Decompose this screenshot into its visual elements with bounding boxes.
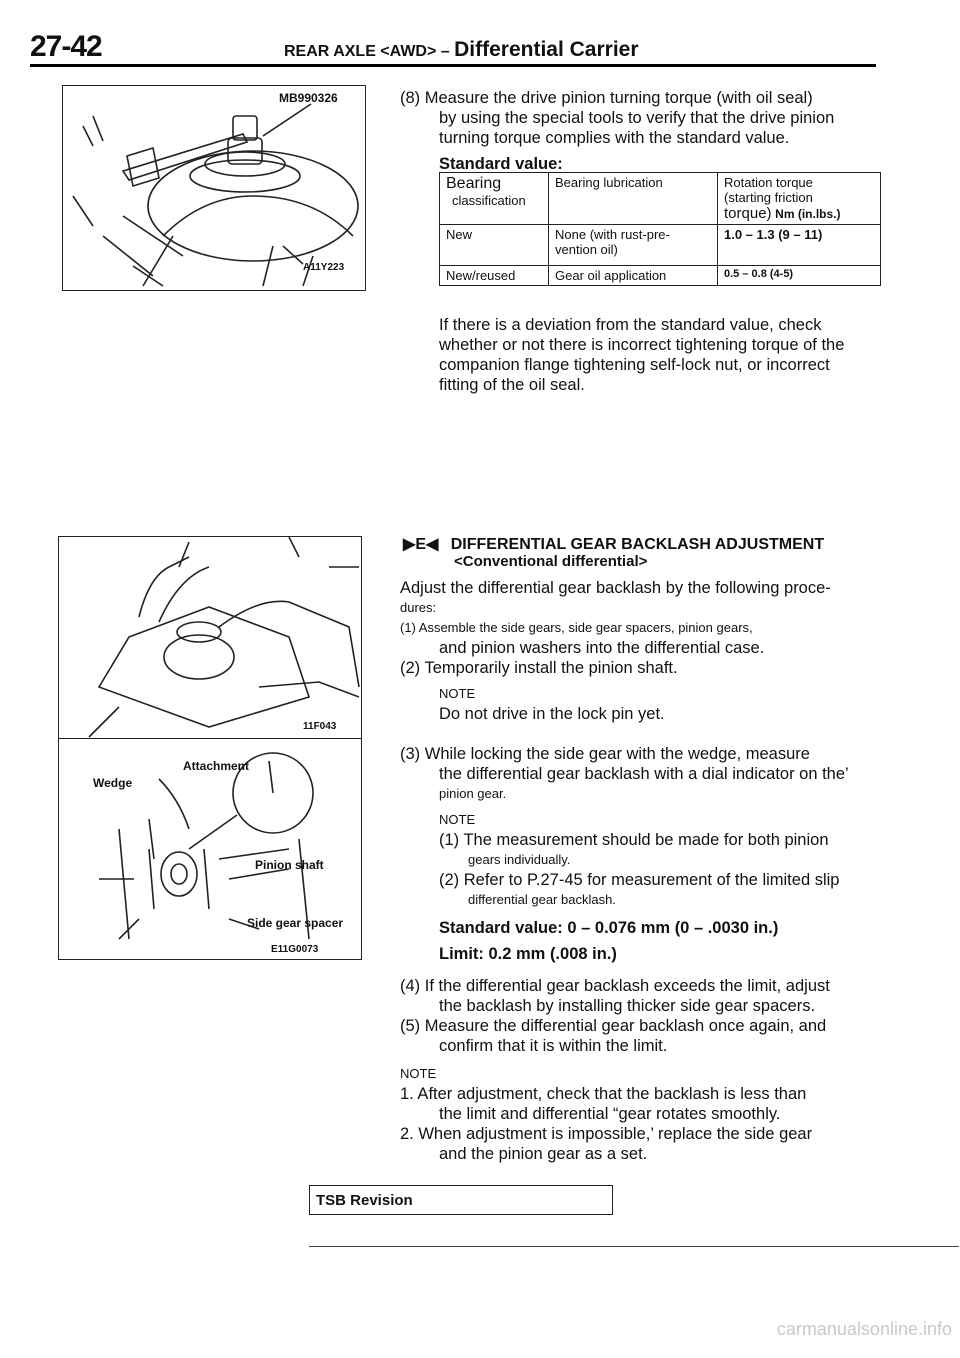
paragraph-line: companion flange tightening self-lock nut, or incorrect xyxy=(439,356,830,374)
tool-number-label: MB990326 xyxy=(279,91,338,105)
note-text: 1. After adjustment, check that the backlash is less than xyxy=(400,1085,807,1103)
attachment-label: Attachment xyxy=(183,759,250,773)
figure-special-tool xyxy=(62,85,366,291)
step-line: pinion gear. xyxy=(439,786,507,801)
step-8-line: by using the special tools to verify that the drive pinion xyxy=(439,109,835,127)
note-text: the limit and differential “gear rotates smoothly. xyxy=(439,1105,781,1123)
note-label: NOTE xyxy=(439,686,476,701)
torque-table xyxy=(439,172,881,286)
gear-assembly-illustration xyxy=(59,537,361,739)
watermark: carmanualsonline.info xyxy=(776,1319,952,1339)
header-text: Bearing xyxy=(446,175,502,192)
cell-text: vention oil) xyxy=(555,242,618,257)
paragraph-line: Adjust the differential gear backlash by the following proce- xyxy=(400,579,831,597)
arrow-left-icon: ◀ xyxy=(425,536,439,553)
page-title xyxy=(284,38,639,62)
standard-value: Standard value: 0 – 0.076 mm (0 – .0030 in.) xyxy=(439,919,779,937)
step-line: (4) If the differential gear backlash exceeds the limit, adjust xyxy=(400,977,830,995)
table-cell: 1.0 – 1.3 (9 – 11) xyxy=(718,225,881,266)
note-text: Do not drive in the lock pin yet. xyxy=(439,705,665,723)
section-heading xyxy=(403,534,824,554)
header-text: (starting friction xyxy=(724,190,813,205)
paragraph-line: whether or not there is incorrect tightening torque of the xyxy=(439,336,845,354)
side-gear-spacer-label: Side gear spacer xyxy=(247,916,344,930)
table-header xyxy=(440,173,549,225)
pinion-shaft-label: Pinion shaft xyxy=(255,858,324,872)
limit-value: Limit: 0.2 mm (.008 in.) xyxy=(439,945,617,963)
step-8-line: turning torque complies with the standard value. xyxy=(439,129,790,147)
step-line: (1) Assemble the side gears, side gear spacers, pinion gears, xyxy=(400,620,753,635)
step-line: and pinion washers into the differential case. xyxy=(439,639,765,657)
table-header xyxy=(718,173,881,225)
paragraph-line: If there is a deviation from the standard value, check xyxy=(439,316,822,334)
backlash-procedure xyxy=(400,578,880,1164)
table-header: Bearing lubrication xyxy=(549,173,718,225)
note-text: and the pinion gear as a set. xyxy=(439,1145,648,1163)
section-title: Differential Carrier xyxy=(454,38,639,61)
figure-code: 11F043 xyxy=(303,721,337,732)
step-line: the differential gear backlash with a dial indicator on the’ xyxy=(439,765,849,783)
table-cell: Gear oil application xyxy=(549,266,718,286)
table-cell xyxy=(549,225,718,266)
figure-assembly xyxy=(58,536,362,739)
deviation-paragraph xyxy=(439,315,884,395)
figure-code: E11G0073 xyxy=(271,944,319,955)
figure-backlash-measurement xyxy=(58,739,362,960)
step-line: (5) Measure the differential gear backlash once again, and xyxy=(400,1017,827,1035)
cell-text: None (with rust-pre- xyxy=(555,227,670,242)
note-label: NOTE xyxy=(439,812,476,827)
table-row xyxy=(440,225,881,266)
table-cell: New xyxy=(440,225,549,266)
note-text: (1) The measurement should be made for both pinion xyxy=(439,831,829,849)
table-cell: New/reused xyxy=(440,266,549,286)
step-8-line: (8) Measure the drive pinion turning torque (with oil seal) xyxy=(400,89,813,107)
table-header-row xyxy=(440,173,881,225)
step-line: (3) While locking the side gear with the wedge, measure xyxy=(400,745,810,763)
step-line: confirm that it is within the limit. xyxy=(439,1037,668,1055)
section-marker: E xyxy=(415,536,426,553)
note-text: (2) Refer to P.27-45 for measurement of the limited slip xyxy=(439,871,840,889)
section-subheading: <Conventional differential> xyxy=(454,553,648,570)
standard-value-label: Standard value: xyxy=(439,155,563,173)
special-tool-illustration xyxy=(63,86,365,290)
paragraph-line: fitting of the oil seal. xyxy=(439,376,585,394)
heading-text: DIFFERENTIAL GEAR BACKLASH ADJUSTMENT xyxy=(450,536,825,553)
note-text: gears individually. xyxy=(468,852,571,867)
header-text: Rotation torque xyxy=(724,175,813,190)
play-marker-icon: ▶ xyxy=(403,536,416,553)
step-line: (2) Temporarily install the pinion shaft. xyxy=(400,659,678,677)
section-label: REAR AXLE <AWD> – xyxy=(284,43,450,60)
wedge-label: Wedge xyxy=(93,776,133,790)
table-row xyxy=(440,266,881,286)
header-rule xyxy=(30,64,876,67)
table-cell: 0.5 – 0.8 (4-5) xyxy=(718,266,881,286)
torque-table-wrap xyxy=(439,172,881,286)
note-text: 2. When adjustment is impossible,’ replace the side gear xyxy=(400,1125,813,1143)
step-8 xyxy=(400,88,880,174)
page-number: 27-42 xyxy=(30,30,102,63)
step-line: the backlash by installing thicker side gear spacers. xyxy=(439,997,816,1015)
tsb-revision-label: TSB Revision xyxy=(316,1192,413,1209)
note-label: NOTE xyxy=(400,1066,437,1081)
header-text: Nm (in.lbs.) xyxy=(775,207,841,221)
paragraph-line: dures: xyxy=(400,600,437,615)
footer-rule xyxy=(309,1246,959,1247)
figure-code: A11Y223 xyxy=(303,262,345,273)
header-text: classification xyxy=(452,193,526,208)
header-text: torque) xyxy=(724,205,772,222)
tsb-revision-box xyxy=(309,1185,613,1215)
note-text: differential gear backlash. xyxy=(468,892,616,907)
